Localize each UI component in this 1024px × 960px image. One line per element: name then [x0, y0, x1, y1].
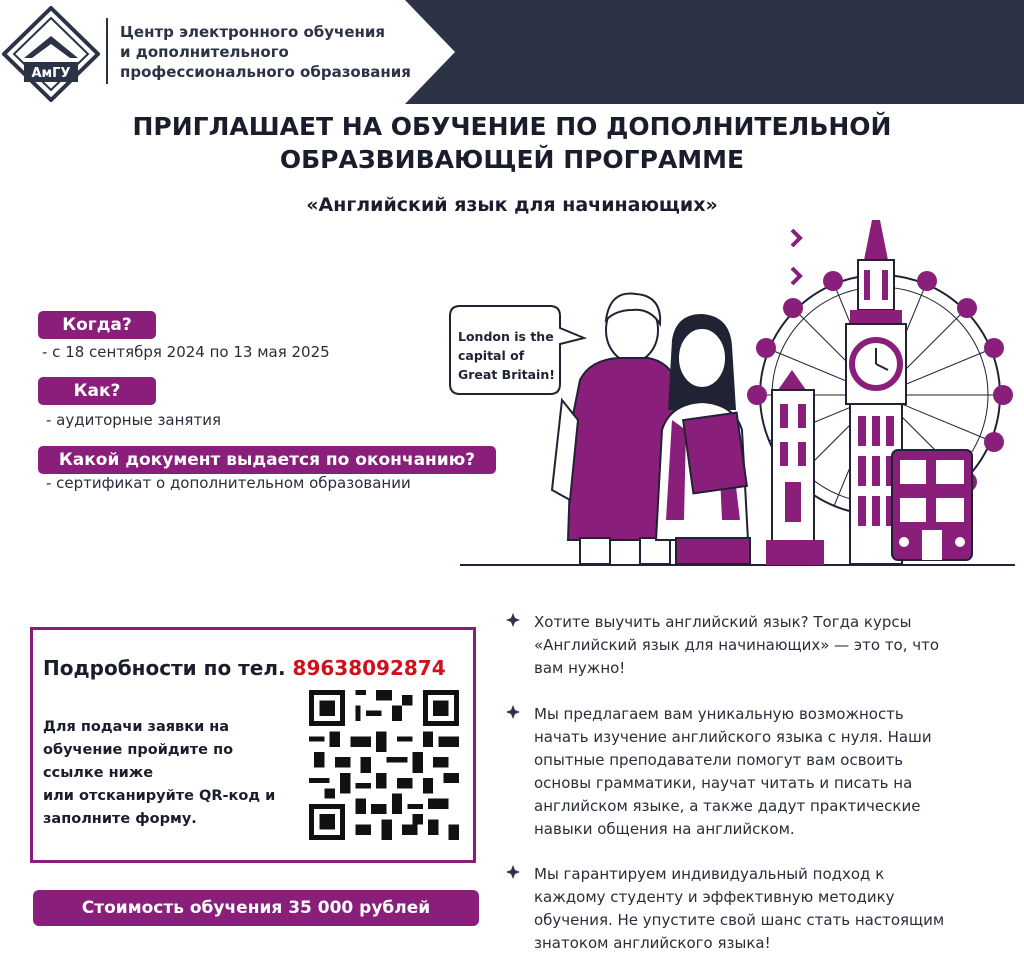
logo-text: АмГУ: [31, 66, 71, 81]
apply-line: обучение пройдите по: [43, 742, 234, 758]
how-value: - аудиторные занятия: [46, 411, 221, 429]
phone-label: Подробности по тел.: [43, 656, 286, 680]
bullet-text: [534, 703, 1004, 841]
bullet-line: основы грамматики, научат читать и писать на: [534, 774, 913, 792]
bullet-line: обучения. Не упустите свой шанс стать настоящим: [534, 911, 945, 929]
phone-number[interactable]: 89638092874: [292, 656, 446, 680]
bullet-line: знатоком английского языка!: [534, 934, 771, 952]
org-name-line: Центр электронного обучения: [120, 23, 386, 41]
diamond-bullet-icon: [506, 865, 520, 879]
main-title-line: ОБРАЗВИВАЮЩЕЙ ПРОГРАММЕ: [279, 145, 745, 174]
when-label: Когда?: [38, 311, 156, 339]
contact-box: [30, 627, 476, 863]
document-value: - сертификат о дополнительном образовании: [46, 474, 411, 492]
main-title-line: ПРИГЛАШАЕТ НА ОБУЧЕНИЕ ПО ДОПОЛНИТЕЛЬНОЙ: [132, 112, 892, 141]
apply-line: или отсканируйте QR-код и: [43, 788, 276, 804]
when-value: - с 18 сентября 2024 по 13 мая 2025: [42, 343, 330, 361]
bullet-line: опытные преподаватели помогут вам освоить: [534, 751, 904, 769]
apply-instructions: [43, 716, 303, 831]
bullet-line: начать изучение английского языка с нуля. Наши: [534, 728, 932, 746]
bullet-text: [534, 611, 1004, 680]
bullet-line: английском языке, а также дадут практические: [534, 797, 921, 815]
org-name-line: и дополнительного: [120, 43, 289, 61]
student-girl-figure: [656, 314, 750, 564]
header-band: [405, 0, 1024, 104]
speech-bubble-line: capital of: [458, 348, 525, 363]
bullet-line: вам нужно!: [534, 659, 626, 677]
bullet-line: «Английский язык для начинающих» — это то, что: [534, 636, 940, 654]
apply-line: заполните форму.: [43, 811, 197, 827]
org-name: [120, 22, 420, 82]
diamond-bullet-icon: [506, 705, 520, 719]
amgu-logo-icon: [2, 6, 100, 102]
program-subtitle: «Английский язык для начинающих»: [306, 194, 718, 216]
speech-bubble: [450, 306, 584, 394]
document-label: Какой документ выдается по окончанию?: [38, 446, 496, 474]
phone-line: [43, 656, 446, 680]
bullet-line: Хотите выучить английский язык? Тогда курсы: [534, 613, 912, 631]
bullet-line: Мы предлагаем вам уникальную возможность: [534, 705, 904, 723]
bullet-line: каждому студенту и эффективную методику: [534, 888, 895, 906]
speech-bubble-line: London is the: [458, 329, 554, 344]
tower-bridge-icon: [766, 370, 824, 565]
diamond-bullet-icon: [506, 613, 520, 627]
speech-bubble-line: Great Britain!: [458, 367, 555, 382]
london-students-illustration: [440, 220, 1015, 570]
apply-line: Для подачи заявки на: [43, 719, 230, 735]
qr-code-icon[interactable]: [309, 690, 459, 840]
logo-divider: [106, 18, 108, 84]
main-title: [100, 110, 924, 176]
apply-line: ссылке ниже: [43, 765, 154, 781]
price-banner: Стоимость обучения 35 000 рублей: [33, 890, 479, 926]
double-decker-bus-icon: [892, 450, 972, 560]
bullet-line: навыки общения на английском.: [534, 820, 795, 838]
how-label: Как?: [38, 377, 156, 405]
bullet-text: [534, 863, 1004, 955]
bullet-line: Мы гарантируем индивидуальный подход к: [534, 865, 885, 883]
org-name-line: профессионального образования: [120, 63, 411, 81]
